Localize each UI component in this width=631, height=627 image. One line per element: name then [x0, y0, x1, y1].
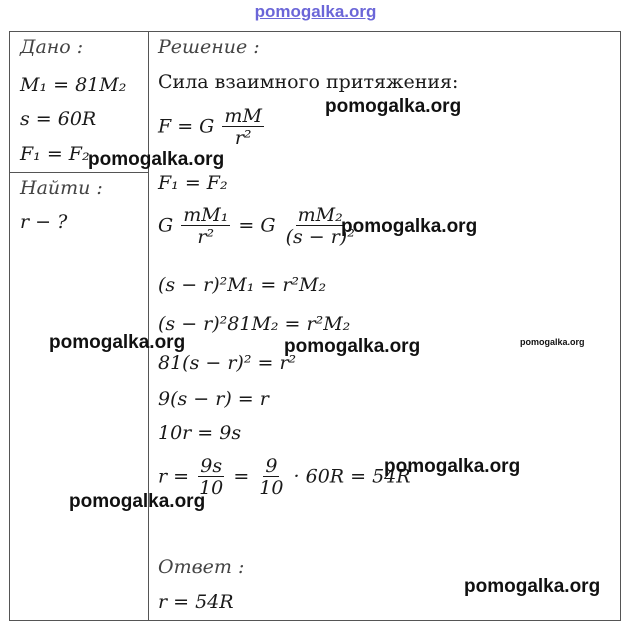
equation-forces	[158, 205, 359, 248]
find-unknown: r − ?	[20, 211, 68, 233]
denominator: r²	[197, 226, 215, 248]
watermark: pomogalka.org	[384, 456, 521, 477]
result-rhs: · 60R = 54R	[293, 465, 411, 488]
force-equality: F₁ = F₂	[158, 172, 228, 194]
denominator: 10	[259, 477, 284, 499]
answer-heading: Ответ :	[158, 556, 245, 578]
fraction	[222, 106, 263, 149]
site-link[interactable]: pomogalka.org	[254, 2, 377, 21]
watermark: pomogalka.org	[284, 336, 421, 357]
row-divider	[9, 172, 149, 173]
given-mass-ratio: M₁ = 81M₂	[20, 74, 127, 96]
watermark: pomogalka.org	[341, 216, 478, 237]
equation-step-5: 81(s − r)² = r²	[158, 352, 297, 374]
answer-value: r = 54R	[158, 591, 234, 613]
watermark: pomogalka.org	[520, 337, 585, 347]
watermark: pomogalka.org	[88, 149, 225, 170]
find-heading: Найти :	[20, 177, 103, 199]
watermark: pomogalka.org	[325, 96, 462, 117]
denominator: (s − r)²	[285, 226, 355, 248]
denominator: 10	[199, 477, 224, 499]
result-lhs: r =	[158, 465, 190, 488]
fraction	[181, 205, 230, 248]
numerator: mM₁	[183, 204, 229, 226]
column-divider	[148, 31, 149, 621]
equation-step-4: (s − r)²81M₂ = r²M₂	[158, 313, 351, 335]
solution-heading: Решение :	[158, 36, 260, 58]
watermark: pomogalka.org	[49, 332, 186, 353]
numerator: 9s	[200, 455, 223, 477]
numerator: mM₂	[297, 204, 343, 226]
constant-g: G	[158, 214, 174, 237]
watermark: pomogalka.org	[69, 491, 206, 512]
solution-intro: Сила взаимного притяжения:	[158, 71, 459, 93]
equation-step-3: (s − r)²M₁ = r²M₂	[158, 274, 327, 296]
numerator: 9	[265, 455, 278, 477]
equals-sign: =	[233, 465, 250, 488]
denominator: r²	[234, 127, 252, 149]
given-distance: s = 60R	[20, 108, 97, 130]
given-force-equality: F₁ = F₂	[20, 143, 90, 165]
equation-step-6: 9(s − r) = r	[158, 388, 269, 410]
watermark: pomogalka.org	[464, 576, 601, 597]
equation-step-7: 10r = 9s	[158, 422, 242, 444]
formula-lhs: F = G	[158, 115, 215, 138]
fraction	[257, 456, 285, 499]
given-heading: Дано :	[20, 36, 84, 58]
numerator: mM	[224, 105, 262, 127]
gravity-law-formula	[158, 106, 266, 149]
equals-g: = G	[238, 214, 276, 237]
